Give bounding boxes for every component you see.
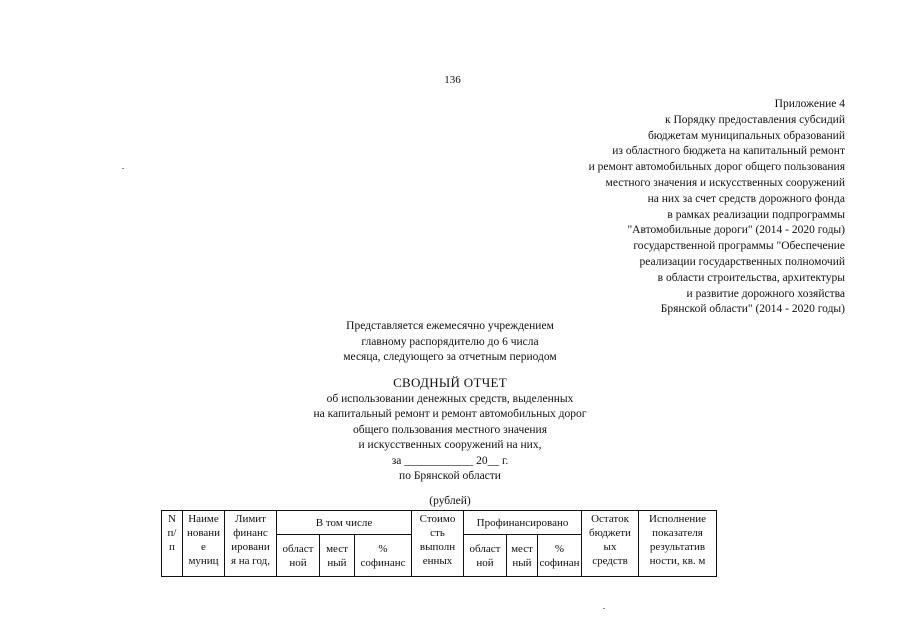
appendix-line: реализации государственных полномочий: [639, 255, 845, 268]
header-limit: Лимит финанс ировани я на год,: [225, 511, 277, 577]
notice-line: месяца, следующего за отчетным периодом: [343, 351, 557, 363]
appendix-line: Брянской области" (2014 - 2020 годы): [660, 303, 845, 316]
appendix-line: в рамках реализации подпрограммы: [667, 208, 845, 221]
header-financed: Профинансировано: [464, 511, 582, 535]
appendix-line: и развитие дорожного хозяйства: [686, 287, 845, 300]
notice-line: главному распорядителю до 6 числа: [361, 335, 539, 348]
submission-notice: [300, 319, 600, 366]
scan-speck: [122, 168, 124, 169]
appendix-line: бюджетам муниципальных образований: [647, 129, 845, 142]
header-incl-local: мест ный: [320, 535, 355, 577]
units-label: (рублей): [429, 495, 471, 507]
header-fin-percent: % софинан: [538, 535, 582, 577]
report-subtitle: [250, 392, 650, 484]
subtitle-line: за ____________ 20__ г.: [391, 454, 509, 467]
header-balance: Остаток бюджети ых средств: [582, 511, 639, 577]
subtitle-line: и искусственных сооружений на них,: [358, 439, 542, 452]
appendix-line: в области строительства, архитектуры: [657, 271, 845, 284]
appendix-line: местного значения и искусственных сооружений: [605, 176, 845, 189]
report-table: [161, 510, 717, 577]
subtitle-line: общего пользования местного значения: [352, 423, 548, 436]
page-number: 136: [444, 74, 461, 86]
scan-speck: [603, 608, 605, 609]
header-fin-regional: област ной: [464, 535, 507, 577]
header-n: N п/ п: [162, 511, 183, 577]
header-fin-local: мест ный: [507, 535, 538, 577]
appendix-line: к Порядку предоставления субсидий: [665, 113, 845, 126]
subtitle-line: об использовании денежных средств, выделенных: [326, 393, 574, 405]
header-cost: Стоимо сть выполн енных: [412, 511, 464, 577]
appendix-line: "Автомобильные дороги" (2014 - 2020 годы): [627, 224, 845, 237]
report-title: СВОДНЫЙ ОТЧЕТ: [393, 375, 507, 390]
notice-line: Представляется ежемесячно учреждением: [346, 320, 554, 332]
appendix-line: Приложение 4: [774, 98, 845, 110]
appendix-line: государственной программы "Обеспечение: [633, 240, 845, 253]
subtitle-line: по Брянской области: [399, 470, 501, 483]
header-execution: Исполнение показателя результатив ности, кв. м: [639, 511, 717, 577]
appendix-line: и ремонт автомобильных дорог общего пользования: [588, 161, 845, 174]
appendix-header: [485, 97, 845, 318]
subtitle-line: на капитальный ремонт и ремонт автомобильных дорог: [313, 408, 587, 421]
header-including: В том числе: [277, 511, 412, 535]
header-incl-regional: област ной: [277, 535, 320, 577]
header-incl-percent: % софинанс: [355, 535, 412, 577]
appendix-line: из областного бюджета на капитальный ремонт: [612, 145, 845, 158]
header-name: Наиме новани е муниц: [183, 511, 225, 577]
appendix-line: на них за счет средств дорожного фонда: [647, 192, 845, 205]
